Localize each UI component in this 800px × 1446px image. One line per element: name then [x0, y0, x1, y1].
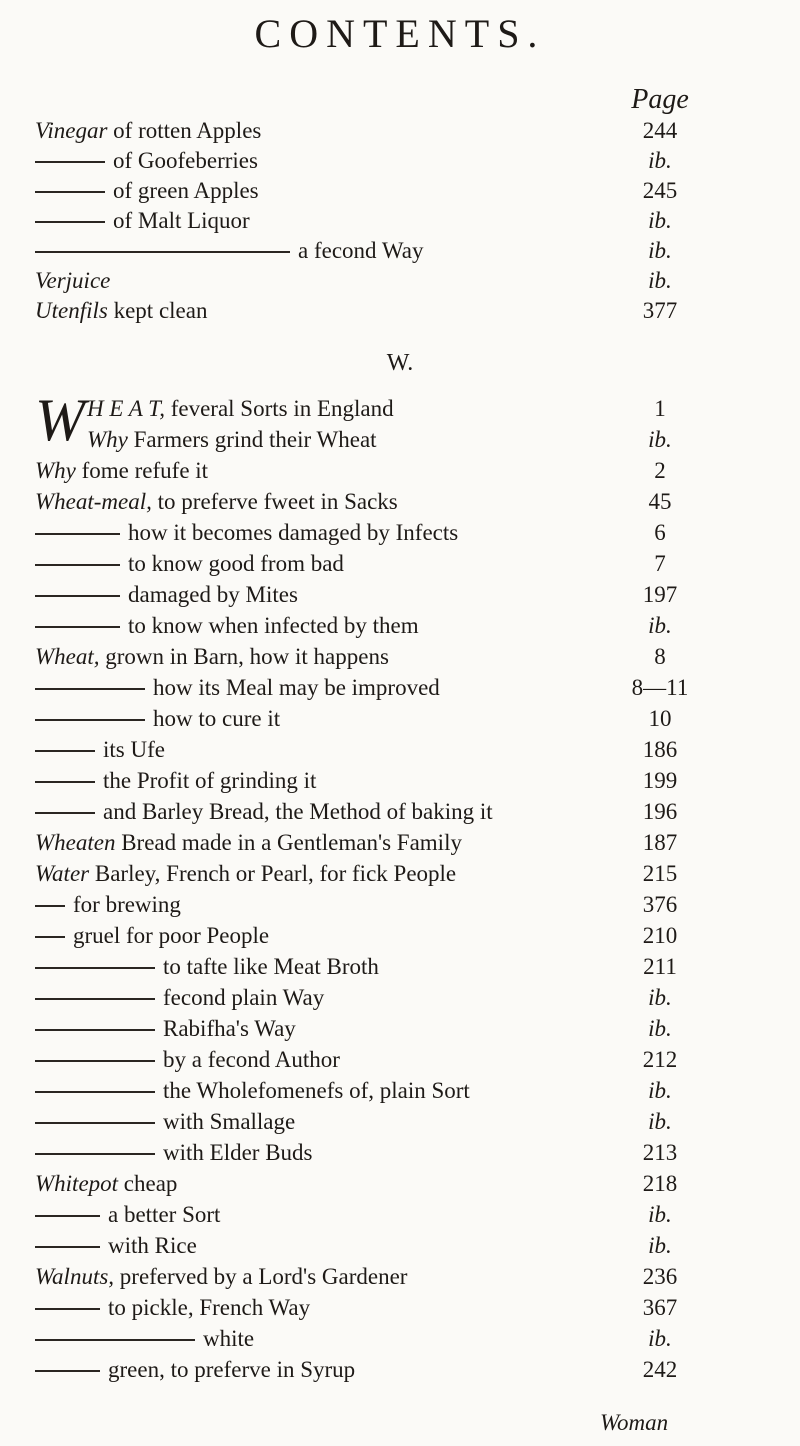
page-number: ib. — [648, 1109, 672, 1134]
ditto-dash — [35, 1029, 155, 1031]
toc-term: Whitepot — [35, 1171, 124, 1196]
toc-entry — [35, 888, 181, 922]
toc-text: Farmers grind their Wheat — [133, 427, 377, 452]
toc-row — [0, 423, 800, 457]
page-number: ib. — [648, 208, 672, 233]
toc-row — [0, 1167, 800, 1201]
toc-text: how to cure it — [153, 706, 281, 731]
toc-entry — [35, 1136, 313, 1170]
toc-entry — [35, 795, 493, 829]
toc-row — [0, 609, 800, 643]
page-header: CONTENTS. — [254, 11, 546, 56]
toc-text: for brewing — [73, 892, 181, 917]
page-number: ib. — [648, 1016, 672, 1041]
toc-row — [0, 114, 800, 148]
page-number: 377 — [642, 298, 678, 323]
toc-text: with Rice — [108, 1233, 197, 1258]
toc-entry — [35, 1043, 340, 1077]
toc-entry — [35, 609, 419, 643]
toc-entry — [35, 1291, 310, 1325]
page-number: 218 — [642, 1171, 678, 1196]
toc-text: fome refufe it — [81, 458, 209, 483]
page-number: 244 — [642, 118, 678, 143]
toc-entry — [35, 702, 280, 736]
toc-row — [0, 764, 800, 798]
toc-row — [0, 640, 800, 674]
toc-row — [0, 1291, 800, 1325]
toc-text: preferved by a Lord's Gardener — [119, 1264, 408, 1289]
page-number: 213 — [642, 1140, 678, 1165]
toc-row — [0, 294, 800, 328]
page-number: 8 — [654, 644, 666, 669]
page-number: 7 — [654, 551, 666, 576]
ditto-dash — [35, 564, 120, 566]
page-number: ib. — [648, 1233, 672, 1258]
toc-row — [0, 1012, 800, 1046]
ditto-dash — [35, 1339, 195, 1341]
toc-term: Why — [87, 427, 134, 452]
toc-row — [0, 702, 800, 736]
page-number: 187 — [642, 830, 678, 855]
toc-entry — [35, 1167, 177, 1201]
toc-entry — [35, 578, 298, 612]
toc-text: Rabifha's Way — [163, 1016, 296, 1041]
ditto-dash — [35, 221, 105, 223]
ditto-dash — [35, 719, 145, 721]
toc-text: to pickle, French Way — [108, 1295, 311, 1320]
toc-row — [0, 174, 800, 208]
ditto-dash — [35, 161, 105, 163]
toc-row — [0, 1260, 800, 1294]
toc-row — [0, 485, 800, 519]
toc-entry — [35, 764, 316, 798]
page-number: ib. — [648, 613, 672, 638]
page-number: 367 — [642, 1295, 678, 1320]
toc-entry — [35, 671, 440, 705]
toc-entry — [35, 1105, 295, 1139]
toc-entry — [35, 981, 324, 1015]
toc-row — [0, 919, 800, 953]
toc-text: Bread made in a Gentleman's Family — [121, 830, 462, 855]
toc-row — [0, 144, 800, 178]
page-number: 1 — [654, 396, 666, 421]
page-number: ib. — [648, 985, 672, 1010]
toc-row — [0, 950, 800, 984]
toc-term: H E A T, — [87, 396, 171, 421]
toc-entry — [35, 294, 207, 328]
ditto-dash — [35, 1308, 100, 1310]
toc-text: Barley, French or Pearl, for fick People — [94, 861, 457, 886]
toc-entry — [35, 1353, 355, 1387]
toc-row — [0, 888, 800, 922]
toc-text: of green Apples — [113, 178, 259, 203]
toc-row — [0, 1322, 800, 1356]
page-number: 8—11 — [631, 675, 689, 700]
toc-entry — [35, 950, 379, 984]
toc-text: a better Sort — [108, 1202, 221, 1227]
toc-text: its Ufe — [103, 737, 165, 762]
toc-row — [0, 795, 800, 829]
dropcap: W — [35, 387, 85, 453]
catchword: Woman — [600, 1410, 669, 1435]
ditto-dash — [35, 1122, 155, 1124]
toc-row — [0, 1074, 800, 1108]
ditto-dash — [35, 251, 290, 253]
ditto-dash — [35, 688, 145, 690]
page-number: ib. — [648, 1078, 672, 1103]
toc-entry — [35, 264, 110, 298]
toc-text: white — [203, 1326, 255, 1351]
page-number: 245 — [642, 178, 678, 203]
page-number: 6 — [654, 520, 666, 545]
toc-text: feveral Sorts in England — [170, 396, 394, 421]
toc-text: with Smallage — [163, 1109, 296, 1134]
toc-text: a fecond Way — [298, 238, 424, 263]
toc-row — [0, 516, 800, 550]
toc-text: kept clean — [113, 298, 208, 323]
toc-term: Wheaten — [35, 830, 122, 855]
toc-row — [0, 1105, 800, 1139]
ditto-dash — [35, 626, 120, 628]
ditto-dash — [35, 1370, 100, 1372]
toc-term: Why — [35, 458, 82, 483]
toc-term: Walnuts, — [35, 1264, 120, 1289]
ditto-dash — [35, 936, 65, 938]
ditto-dash — [35, 1215, 100, 1217]
toc-entry — [35, 174, 259, 208]
ditto-dash — [35, 750, 95, 752]
toc-term: Wheat, — [35, 644, 106, 669]
toc-row — [0, 547, 800, 581]
toc-term: Vinegar — [35, 118, 114, 143]
toc-entry — [35, 1198, 220, 1232]
toc-term: Verjuice — [35, 268, 111, 293]
ditto-dash — [35, 967, 155, 969]
ditto-dash — [35, 998, 155, 1000]
toc-text: fecond plain Way — [163, 985, 325, 1010]
toc-text: green, to preferve in Syrup — [108, 1357, 356, 1382]
ditto-dash — [35, 1153, 155, 1155]
toc-row — [0, 578, 800, 612]
toc-entry — [35, 114, 261, 148]
page-column-label: Page — [631, 84, 689, 115]
toc-entry — [87, 392, 394, 426]
ditto-dash — [35, 905, 65, 907]
ditto-dash — [35, 1091, 155, 1093]
toc-term: Wheat-meal, — [35, 489, 158, 514]
page-number: ib. — [648, 427, 672, 452]
page-number: ib. — [648, 1326, 672, 1351]
page-number: ib. — [648, 268, 672, 293]
toc-entry — [35, 454, 208, 488]
toc-row — [0, 733, 800, 767]
page-number: ib. — [648, 1202, 672, 1227]
page-number: 186 — [642, 737, 678, 762]
toc-term: Water — [35, 861, 95, 886]
toc-row — [0, 981, 800, 1015]
toc-row — [0, 1136, 800, 1170]
toc-row — [0, 204, 800, 238]
toc-text: and Barley Bread, the Method of baking it — [103, 799, 493, 824]
toc-entry — [87, 423, 377, 457]
page-number: 210 — [642, 923, 678, 948]
toc-entry — [35, 640, 389, 674]
toc-entry — [35, 919, 269, 953]
toc-entry — [35, 485, 398, 519]
toc-entry — [35, 1260, 407, 1294]
toc-text: how its Meal may be improved — [153, 675, 440, 700]
page-number: 215 — [642, 861, 678, 886]
section-letter: W. — [386, 350, 414, 376]
toc-row — [0, 826, 800, 860]
page-number: 211 — [643, 954, 677, 979]
ditto-dash — [35, 781, 95, 783]
ditto-dash — [35, 1060, 155, 1062]
page-number: ib. — [648, 238, 672, 263]
toc-entry — [35, 516, 458, 550]
toc-row — [0, 1198, 800, 1232]
toc-text: of Malt Liquor — [113, 208, 250, 233]
page-number: 10 — [648, 706, 672, 731]
toc-text: to know when infected by them — [128, 613, 419, 638]
toc-text: to preferve fweet in Sacks — [157, 489, 398, 514]
toc-entry — [35, 857, 456, 891]
toc-row — [0, 671, 800, 705]
page-number: 212 — [642, 1047, 678, 1072]
toc-row — [0, 392, 800, 426]
toc-text: how it becomes damaged by Infects — [128, 520, 459, 545]
page-number: 2 — [654, 458, 666, 483]
toc-entry — [35, 1322, 254, 1356]
toc-text: of Goofeberries — [113, 148, 258, 173]
toc-entry — [35, 204, 250, 238]
toc-text: by a fecond Author — [163, 1047, 340, 1072]
ditto-dash — [35, 191, 105, 193]
toc-text: cheap — [123, 1171, 178, 1196]
toc-row — [0, 264, 800, 298]
page-number: 242 — [642, 1357, 678, 1382]
toc-text: the Profit of grinding it — [103, 768, 317, 793]
toc-entry — [35, 547, 344, 581]
toc-text: of rotten Apples — [113, 118, 262, 143]
ditto-dash — [35, 595, 120, 597]
page-number: 199 — [642, 768, 678, 793]
page-number: 45 — [648, 489, 672, 514]
page-number: ib. — [648, 148, 672, 173]
toc-term: Utenfils — [35, 298, 114, 323]
toc-text: grown in Barn, how it happens — [105, 644, 389, 669]
page-number: 196 — [642, 799, 678, 824]
toc-row — [0, 1229, 800, 1263]
toc-entry — [35, 1012, 296, 1046]
ditto-dash — [35, 1246, 100, 1248]
toc-row — [0, 1043, 800, 1077]
toc-entry — [35, 144, 258, 178]
toc-text: gruel for poor People — [73, 923, 270, 948]
toc-entry — [35, 1229, 197, 1263]
toc-text: damaged by Mites — [128, 582, 298, 607]
toc-row — [0, 1353, 800, 1387]
page-number: 197 — [642, 582, 678, 607]
toc-entry — [35, 1074, 470, 1108]
ditto-dash — [35, 812, 95, 814]
toc-row — [0, 857, 800, 891]
toc-entry — [35, 826, 462, 860]
toc-text: with Elder Buds — [163, 1140, 313, 1165]
toc-text: to tafte like Meat Broth — [163, 954, 379, 979]
toc-entry — [35, 733, 165, 767]
page-number: 376 — [642, 892, 678, 917]
toc-text: the Wholefomenefs of, plain Sort — [163, 1078, 470, 1103]
toc-entry — [35, 234, 423, 268]
page-number: 236 — [642, 1264, 678, 1289]
toc-text: to know good from bad — [128, 551, 344, 576]
ditto-dash — [35, 533, 120, 535]
toc-row — [0, 234, 800, 268]
toc-row — [0, 454, 800, 488]
